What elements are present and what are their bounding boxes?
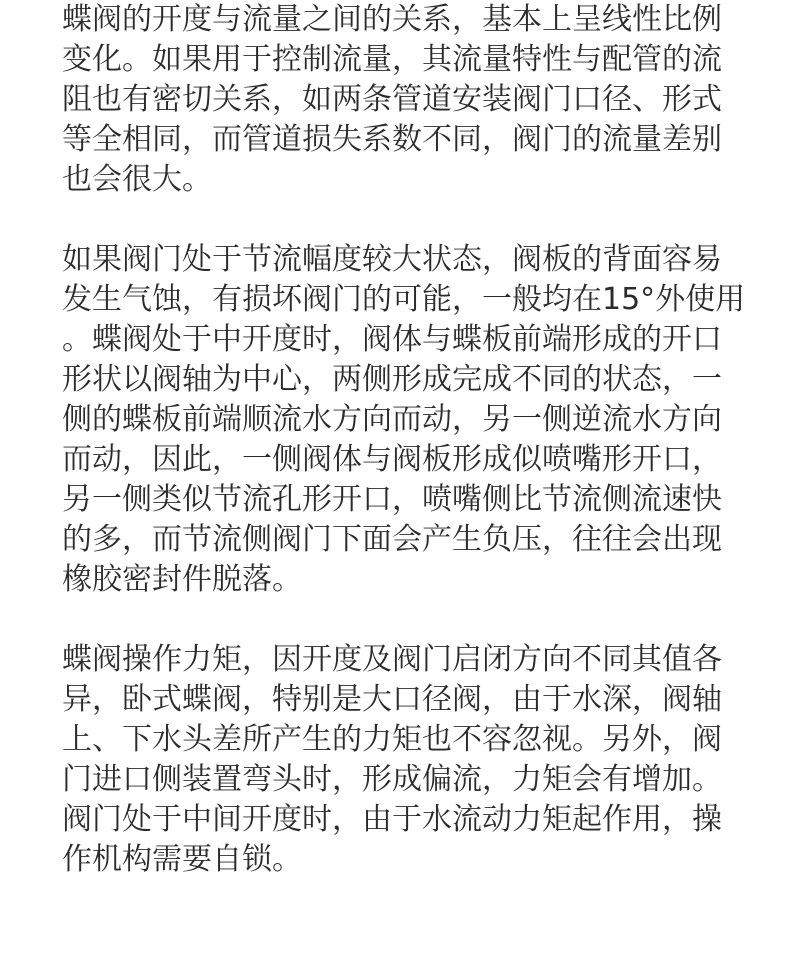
- text-line: 阀门处于中间开度时，由于水流动力矩起作用，操: [62, 802, 722, 837]
- text-line: 蝶阀操作力矩，因开度及阀门启闭方向不同其值各: [62, 642, 722, 677]
- text-line: 发生气蚀，有损坏阀门的可能，一般均在15°外使用: [62, 282, 746, 317]
- text-line: 也会很大。: [62, 162, 212, 197]
- text-line: 橡胶密封件脱落。: [62, 562, 302, 597]
- text-line: 作机构需要自锁。: [62, 842, 302, 877]
- text-line: 形状以阀轴为中心，两侧形成完成不同的状态，一: [62, 362, 722, 397]
- paragraph-operating-torque: [62, 640, 762, 880]
- text-line: 侧的蝶板前端顺流水方向而动，另一侧逆流水方向: [62, 402, 722, 437]
- text-line: 变化。如果用于控制流量，其流量特性与配管的流: [62, 42, 722, 77]
- text-line: 上、下水头差所产生的力矩也不容忽视。另外，阀: [62, 722, 722, 757]
- text-line: 异，卧式蝶阀，特别是大口径阀，由于水深，阀轴: [62, 682, 722, 717]
- text-line: 门进口侧装置弯头时，形成偏流，力矩会有增加。: [62, 762, 722, 797]
- text-line: 等全相同，而管道损失系数不同，阀门的流量差别: [62, 122, 722, 157]
- text-line: 。蝶阀处于中开度时，阀体与蝶板前端形成的开口: [62, 322, 722, 357]
- paragraph-throttling-cavitation: [62, 240, 762, 600]
- text-line: 另一侧类似节流孔形开口，喷嘴侧比节流侧流速快: [62, 482, 722, 517]
- article-body: [62, 0, 762, 880]
- text-line: 的多，而节流侧阀门下面会产生负压，往往会出现: [62, 522, 722, 557]
- text-line: 阻也有密切关系，如两条管道安装阀门口径、形式: [62, 82, 722, 117]
- text-line: 而动，因此，一侧阀体与阀板形成似喷嘴形开口，: [62, 442, 722, 477]
- text-line: 如果阀门处于节流幅度较大状态，阀板的背面容易: [62, 242, 722, 277]
- paragraph-opening-flow-relationship: [62, 0, 762, 200]
- text-line: 蝶阀的开度与流量之间的关系，基本上呈线性比例: [62, 2, 722, 37]
